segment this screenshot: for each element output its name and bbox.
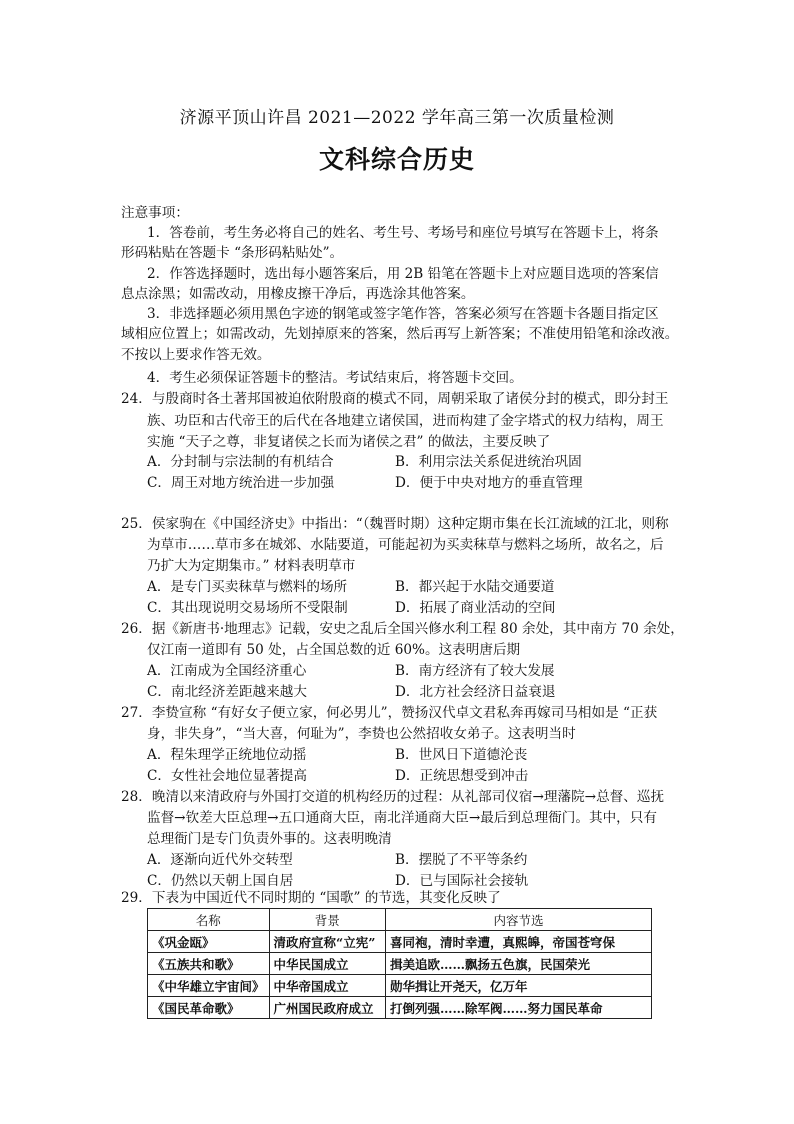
question-27-option-c: C．女性社会地位显著提高	[147, 768, 307, 784]
table-row	[148, 975, 652, 997]
table-cell: 中华民国成立	[269, 953, 385, 975]
question-25-line: 为草市……草市多在城郊、水陆要道，可能起初为买卖秣草与燃料之场所，故名之，后	[147, 537, 664, 553]
question-28-option-a: A．逐渐向近代外交转型	[147, 852, 293, 868]
table-cell: 《五族共和歌》	[148, 953, 270, 975]
question-27-option-a: A．程朱理学正统地位动摇	[147, 747, 307, 763]
question-25-line: 乃扩大为定期集市。” 材料表明草市	[147, 558, 356, 574]
question-28-line: 总理衙门是专门负责外事的。这表明晚清	[147, 831, 392, 847]
table-cell: 《巩金瓯》	[148, 931, 270, 953]
question-28-option-c: C．仍然以天朝上国自居	[147, 873, 294, 889]
question-27-line: 27．李贽宣称 “有好女子便立家，何必男儿”，赞扬汉代卓文君私奔再嫁司马相如是 “正获	[121, 705, 658, 721]
question-25-option-c: C．其出现说明交易场所不受限制	[147, 600, 348, 616]
question-28-line: 28．晚清以来清政府与外国打交道的机构经历的过程：从礼部司仪宿→理藩院→总督、巡抚	[121, 789, 665, 805]
table-cell: 《中华雄立宇宙间》	[148, 975, 270, 997]
question-26-option-c: C．南北经济差距越来越大	[147, 684, 307, 700]
notice-heading: 注意事项：	[121, 205, 189, 221]
subject-title: 文科综合历史	[318, 145, 475, 174]
table-row	[148, 931, 652, 953]
question-27-option-b: B．世风日下道德沦丧	[395, 747, 528, 763]
notice-line: 形码粘贴在答题卡 “条形码粘贴处”。	[121, 245, 344, 261]
question-24-option-c: C．周王对地方统治进一步加强	[147, 475, 335, 491]
table-cell: 清政府宣称“立宪”	[269, 931, 385, 953]
question-27-option-d: D．正统思想受到冲击	[395, 768, 529, 784]
question-25-option-a: A．是专门买卖秣草与燃料的场所	[147, 579, 348, 595]
question-24-line: 族、功臣和古代帝王的后代在各地建立诸侯国，进而构建了金字塔式的权力结构，周王	[147, 413, 664, 429]
question-28-option-d: D．已与国际社会接轨	[395, 873, 529, 889]
question-24-option-a: A．分封制与宗法制的有机结合	[147, 454, 334, 470]
table-cell: 中华帝国成立	[269, 975, 385, 997]
question-26-option-d: D．北方社会经济日益衰退	[395, 684, 556, 700]
table-cell: 《国民革命歌》	[148, 997, 270, 1019]
table-row	[148, 997, 652, 1019]
question-26-line: 26．据《新唐书·地理志》记载，安史之乱后全国兴修水利工程 80 余处，其中南方 70 余处，	[121, 621, 684, 637]
table-header-cell: 名称	[148, 909, 270, 931]
notice-line: 1．答卷前，考生务必将自己的姓名、考生号、考场号和座位号填写在答题卡上，将条	[147, 225, 659, 241]
question-26-option-a: A．江南成为全国经济重心	[147, 663, 307, 679]
question-29-line: 29．下表为中国近代不同时期的 “国歌” 的节选，其变化反映了	[121, 890, 501, 906]
question-26-option-b: B．南方经济有了较大发展	[395, 663, 555, 679]
question-27-line: 身，非失身”，“当大喜，何耻为”，李贽也公然招收女弟子。这表明当时	[147, 726, 576, 742]
notice-line: 4．考生必须保证答题卡的整洁。考试结束后，将答题卡交回。	[147, 370, 523, 386]
notice-line: 域相应位置上；如需改动，先划掉原来的答案，然后再写上新答案；不准使用铅笔和涂改液。	[121, 326, 679, 342]
table-cell: 喜同袍，清时幸遭，真熙皞，帝国苍穹保	[385, 931, 651, 953]
table-header-cell: 背景	[269, 909, 385, 931]
question-24-option-b: B．利用宗法关系促进统治巩固	[395, 454, 582, 470]
anthem-table	[147, 908, 652, 1019]
question-25-option-b: B．都兴起于水陆交通要道	[395, 579, 555, 595]
table-header-cell: 内容节选	[385, 909, 651, 931]
question-25-option-d: D．拓展了商业活动的空间	[395, 600, 556, 616]
table-row	[148, 953, 652, 975]
table-cell: 勋华揖让开尧天，亿万年	[385, 975, 651, 997]
question-24-line: 实施 “天子之尊，非复诸侯之长而为诸侯之君” 的做法，主要反映了	[147, 434, 551, 450]
notice-line: 息点涂黑；如需改动，用橡皮擦干净后，再选涂其他答案。	[121, 286, 475, 302]
question-26-line: 仅江南一道即有 50 处，占全国总数的近 60%。这表明唐后期	[147, 642, 521, 658]
notice-line: 3．非选择题必须用黑色字迹的钢笔或签字笔作答，答案必须写在答题卡各题目指定区	[147, 306, 659, 322]
table-cell: 打倒列强……除军阀……努力国民革命	[385, 997, 651, 1019]
notice-line: 2．作答选择题时，选出每小题答案后，用 2B 铅笔在答题卡上对应题目选项的答案信	[147, 266, 659, 282]
question-24-line: 24．与殷商时各土著邦国被迫依附殷商的模式不同，周朝采取了诸侯分封的模式，即分封王	[121, 391, 669, 407]
question-28-line: 监督→钦差大臣总理→五口通商大臣，南北洋通商大臣→最后到总理衙门。其中，只有	[147, 810, 657, 826]
table-header-row	[148, 909, 652, 931]
question-28-option-b: B．摆脱了不平等条约	[395, 852, 528, 868]
notice-line: 不按以上要求作答无效。	[121, 347, 271, 363]
question-24-option-d: D．便于中央对地方的垂直管理	[395, 475, 583, 491]
exam-title: 济源平顶山许昌 2021—2022 学年高三第一次质量检测	[179, 108, 615, 128]
table-cell: 广州国民政府成立	[269, 997, 385, 1019]
table-cell: 揖美追欧……飘扬五色旗，民国荣光	[385, 953, 651, 975]
question-25-line: 25．侯家驹在《中国经济史》中指出：“（魏晋时期）这种定期市集在长江流域的江北，则称	[121, 516, 669, 532]
